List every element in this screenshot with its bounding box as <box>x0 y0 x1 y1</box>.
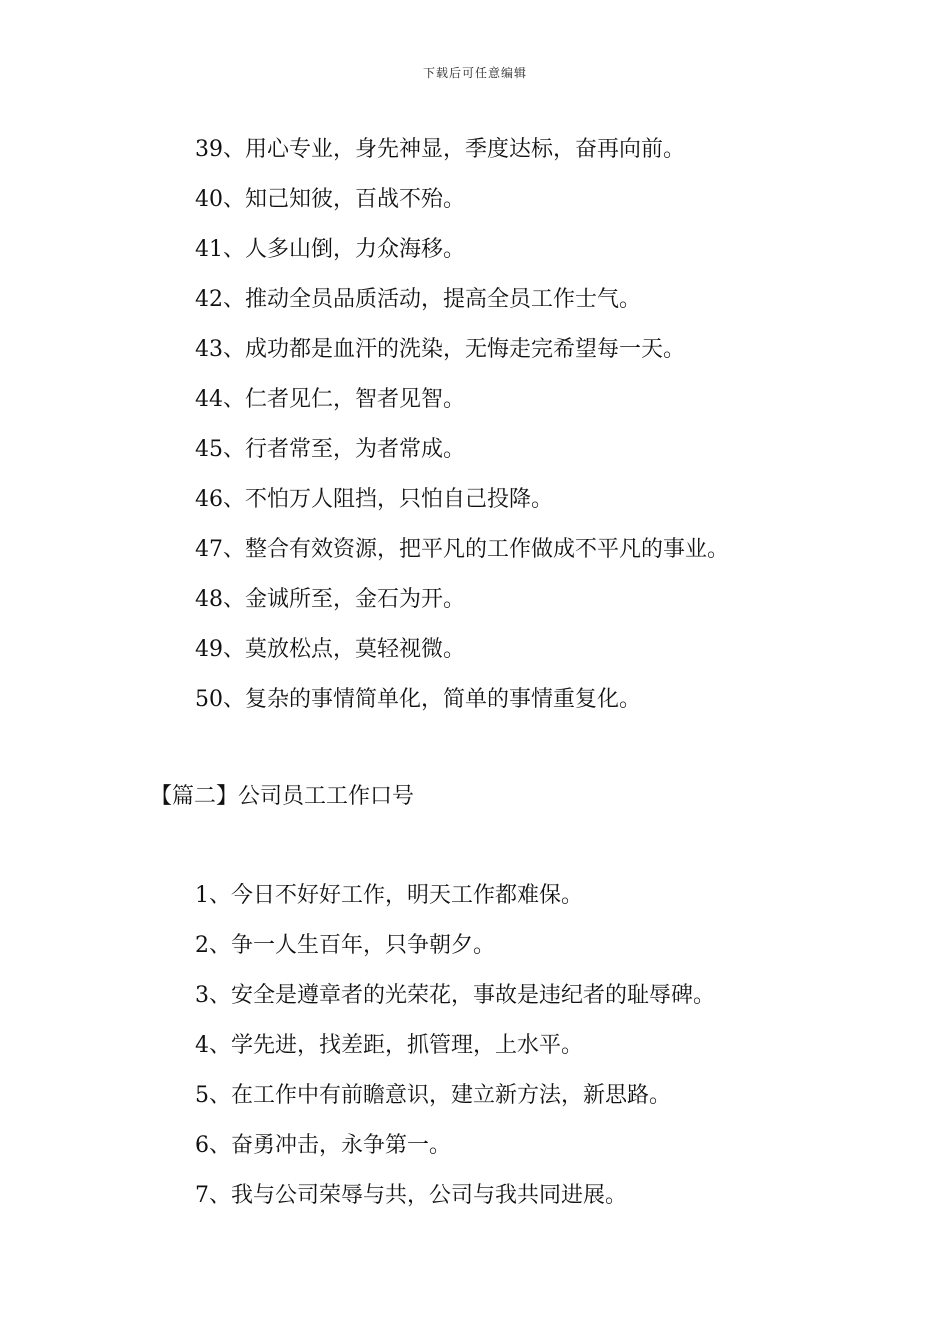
list-item: 6、奋勇冲击，永争第一。 <box>195 1133 451 1158</box>
list-item: 40、知己知彼，百战不殆。 <box>195 187 465 212</box>
list-item: 41、人多山倒，力众海移。 <box>195 237 465 262</box>
list-item: 1、今日不好好工作，明天工作都难保。 <box>195 883 583 908</box>
slogan-list-2 <box>195 871 715 1221</box>
list-item: 42、推动全员品质活动，提高全员工作士气。 <box>195 287 641 312</box>
list-item: 3、安全是遵章者的光荣花，事故是违纪者的耻辱碑。 <box>195 983 715 1008</box>
list-item: 44、仁者见仁，智者见智。 <box>195 387 465 412</box>
slogan-list-1 <box>195 125 729 725</box>
list-item: 7、我与公司荣辱与共，公司与我共同进展。 <box>195 1183 627 1208</box>
list-item: 46、不怕万人阻挡，只怕自己投降。 <box>195 487 553 512</box>
section-heading: 【篇二】公司员工工作口号 <box>150 784 415 809</box>
list-item: 49、莫放松点，莫轻视微。 <box>195 637 465 662</box>
list-item: 5、在工作中有前瞻意识，建立新方法，新思路。 <box>195 1083 671 1108</box>
page-header: 下载后可任意编辑 <box>422 66 527 80</box>
list-item: 2、争一人生百年，只争朝夕。 <box>195 933 495 958</box>
list-item: 47、整合有效资源，把平凡的工作做成不平凡的事业。 <box>195 537 729 562</box>
list-item: 45、行者常至，为者常成。 <box>195 437 465 462</box>
list-item: 39、用心专业，身先神显，季度达标，奋再向前。 <box>195 137 685 162</box>
list-item: 50、复杂的事情简单化，简单的事情重复化。 <box>195 687 641 712</box>
list-item: 43、成功都是血汗的洗染，无悔走完希望每一天。 <box>195 337 685 362</box>
list-item: 4、学先进，找差距，抓管理，上水平。 <box>195 1033 583 1058</box>
list-item: 48、金诚所至，金石为开。 <box>195 587 465 612</box>
